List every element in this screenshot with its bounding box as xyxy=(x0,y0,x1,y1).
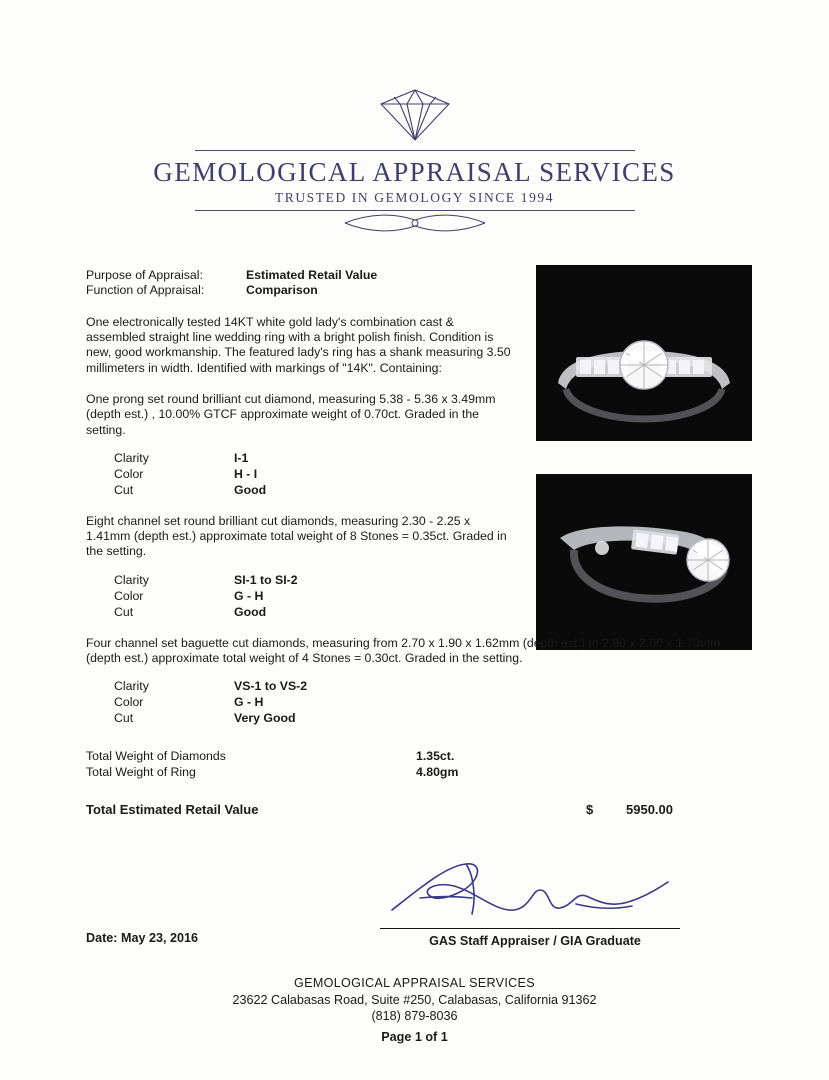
footer-company: GEMOLOGICAL APPRAISAL SERVICES xyxy=(294,976,535,990)
total-retail-row xyxy=(86,802,746,817)
appraisal-body xyxy=(86,268,746,818)
spec-value: G - H xyxy=(234,588,264,603)
purpose-value: Estimated Retail Value xyxy=(246,268,378,282)
purpose-label: Purpose of Appraisal: xyxy=(86,268,203,282)
brand-title: GEMOLOGICAL APPRAISAL SERVICES xyxy=(153,157,676,187)
spec-row xyxy=(114,710,746,726)
footer-phone: (818) 879-8036 xyxy=(371,1009,458,1023)
function-label: Function of Appraisal: xyxy=(86,283,205,298)
spec-key: Cut xyxy=(114,482,134,497)
spec-key: Color xyxy=(114,588,144,603)
diamond-logo-icon xyxy=(369,86,461,144)
spec-value: Good xyxy=(234,482,267,497)
spec-row xyxy=(114,450,746,466)
spec-key: Clarity xyxy=(114,572,149,587)
spec-row xyxy=(114,604,746,620)
handwritten-signature-icon xyxy=(380,852,680,932)
description-stone-1: One prong set round brilliant cut diamond, measuring 5.38 - 5.36 x 3.49mm (depth est.) , 10.00% GTCF approximate weight of 0.70ct. Graded in the setting. xyxy=(86,392,496,437)
spec-key: Clarity xyxy=(114,679,149,694)
spec-value: VS-1 to VS-2 xyxy=(234,679,308,694)
spec-key: Cut xyxy=(114,711,134,726)
spec-row xyxy=(114,678,746,694)
total-diamonds-row xyxy=(86,748,746,764)
document-footer xyxy=(0,975,829,1045)
spec-key: Cut xyxy=(114,604,134,619)
description-stone-2: Eight channel set round brilliant cut diamonds, measuring 2.30 - 2.25 x 1.41mm (depth est.) approximate total weight of 8 Stones = 0.35ct. Graded in the setting. xyxy=(86,513,507,559)
total-ring-value: 4.80gm xyxy=(416,765,459,780)
function-row xyxy=(86,283,746,298)
spec-key: Clarity xyxy=(114,450,149,465)
header-rule-bottom xyxy=(195,210,635,211)
spec-row xyxy=(114,482,746,498)
document-header xyxy=(0,86,829,234)
description-main: One electronically tested 14KT white gold lady's combination cast & assembled straight line wedding ring with a bright polish finish. Condition is new, good workmanship. The featured lady's ring has a shank measuring 3.50 millimeters in width. Identified with markings of "14K". Containing: xyxy=(86,314,511,375)
spec-value: I-1 xyxy=(234,450,249,465)
spec-row xyxy=(114,588,746,604)
flourish-ornament-icon xyxy=(335,212,495,234)
appraisal-date: Date: May 23, 2016 xyxy=(86,931,199,945)
total-ring-row xyxy=(86,764,746,780)
spec-table-2 xyxy=(114,572,746,620)
total-ring-label: Total Weight of Ring xyxy=(86,765,196,780)
signature-mark xyxy=(380,852,680,932)
brand-tagline: TRUSTED IN GEMOLOGY SINCE 1994 xyxy=(274,190,555,205)
spec-key: Color xyxy=(114,466,144,481)
header-rule-top xyxy=(195,150,635,151)
function-value: Comparison xyxy=(246,283,318,298)
total-retail-label: Total Estimated Retail Value xyxy=(86,802,259,818)
purpose-row xyxy=(86,268,746,283)
footer-page-number: Page 1 of 1 xyxy=(381,1029,448,1044)
totals-block xyxy=(86,748,746,817)
spec-value: G - H xyxy=(234,695,264,710)
spec-table-1 xyxy=(114,450,746,498)
total-diamonds-label: Total Weight of Diamonds xyxy=(86,749,226,764)
spec-value: H - I xyxy=(234,466,258,481)
signature-caption: GAS Staff Appraiser / GIA Graduate xyxy=(429,934,641,948)
spec-value: Very Good xyxy=(234,711,296,726)
spec-row xyxy=(114,466,746,482)
spec-row xyxy=(114,694,746,710)
signature-line xyxy=(380,928,680,929)
spec-row xyxy=(114,572,746,588)
spec-table-3 xyxy=(114,678,746,726)
description-stone-3: Four channel set baguette cut diamonds, measuring from 2.70 x 1.90 x 1.62mm (depth est.) to 2.80 x 2.00 x 1.70mm (depth est.) approximate total weight of 4 Stones = 0.30ct. Graded in the setting. xyxy=(86,635,721,666)
spec-value: Good xyxy=(234,604,267,619)
spec-key: Color xyxy=(114,695,144,710)
total-retail-value: 5950.00 xyxy=(626,802,673,818)
spec-value: SI-1 to SI-2 xyxy=(234,572,298,587)
currency-symbol: $ xyxy=(586,802,594,818)
total-diamonds-value: 1.35ct. xyxy=(416,749,455,764)
footer-address: 23622 Calabasas Road, Suite #250, Calabasas, California 91362 xyxy=(232,992,597,1007)
